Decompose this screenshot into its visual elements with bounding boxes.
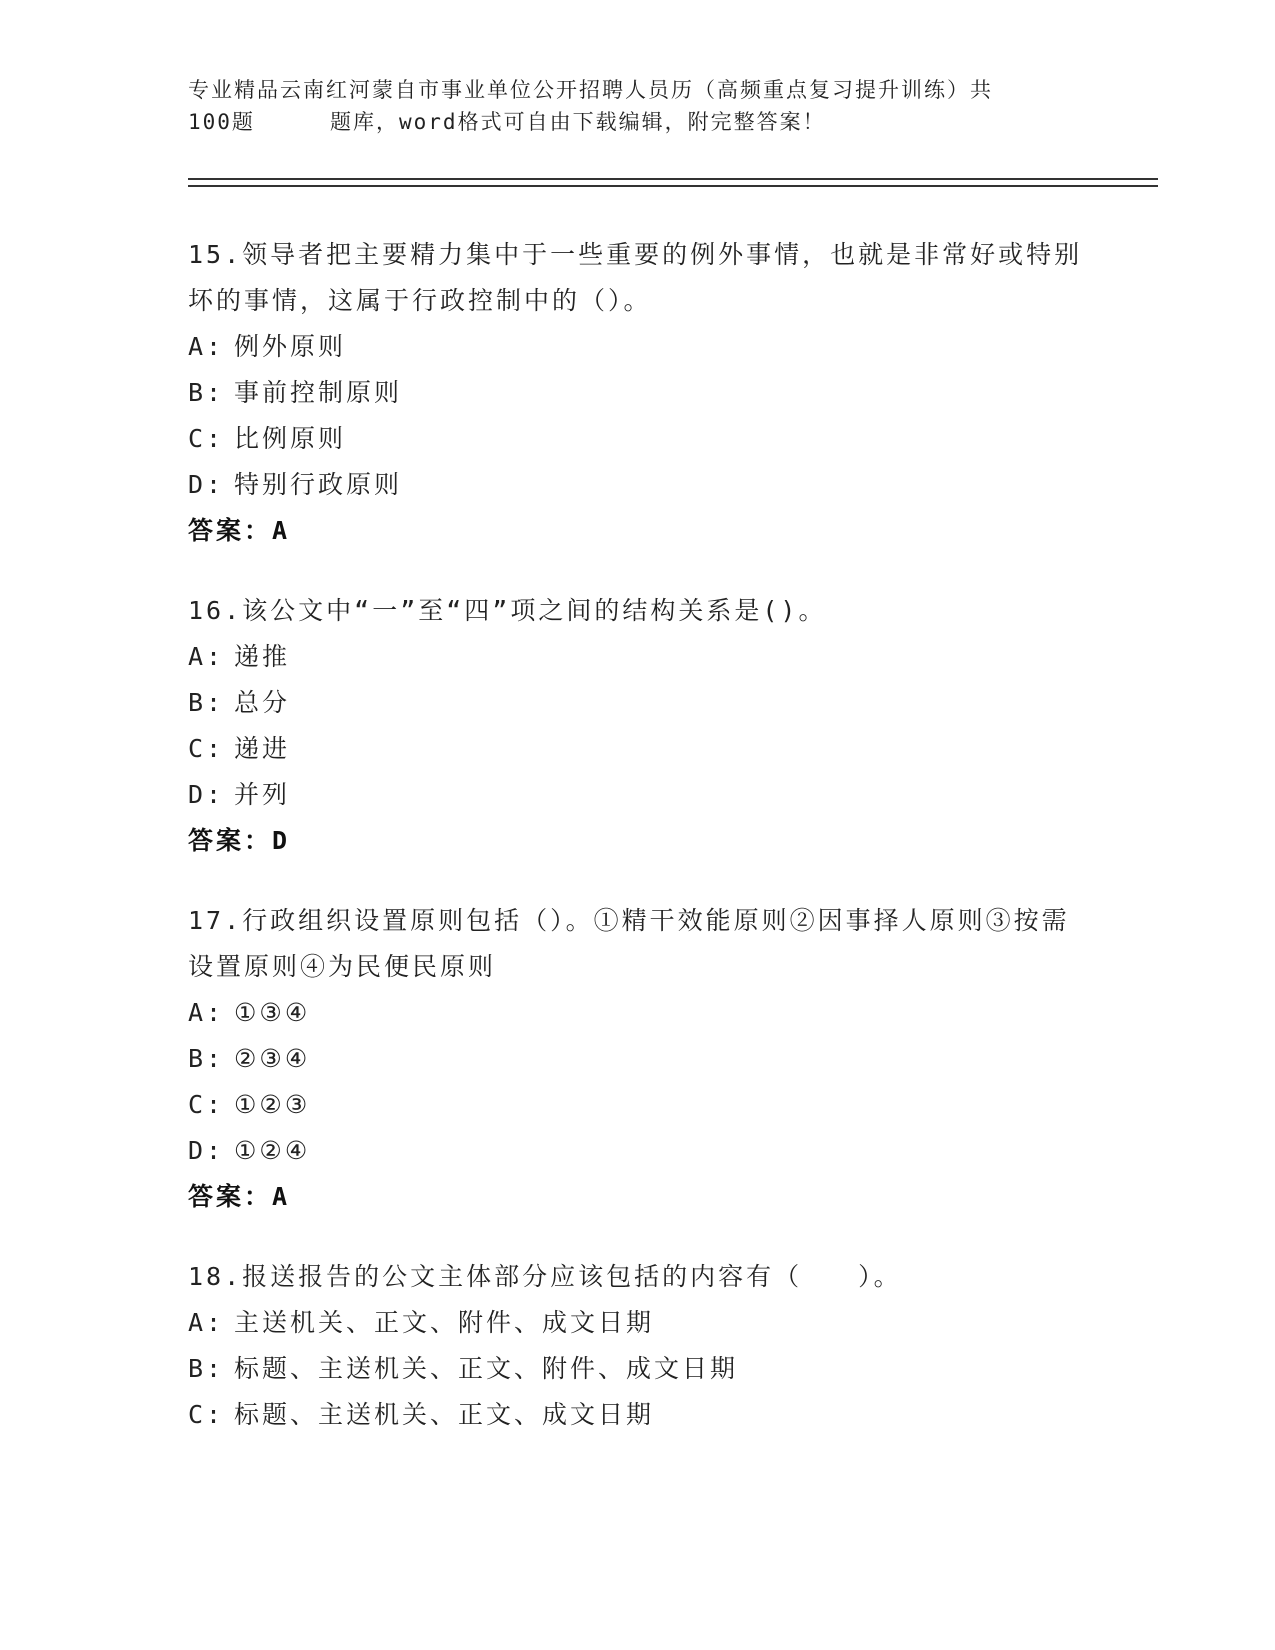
- option-text: 递进: [234, 734, 291, 763]
- document-header: [188, 74, 1068, 138]
- option-text: ①③④: [234, 998, 311, 1027]
- option-letter: D:: [188, 780, 225, 809]
- question-15: [188, 232, 1088, 554]
- option-letter: B:: [188, 378, 225, 407]
- option-letter: A:: [188, 1308, 225, 1337]
- option-text: 并列: [234, 780, 291, 809]
- option-letter: A:: [188, 998, 225, 1027]
- option-letter: C:: [188, 1090, 225, 1119]
- option-text: 比例原则: [234, 424, 347, 453]
- option-b: [188, 680, 1088, 726]
- header-divider-top: [188, 178, 1158, 180]
- option-letter: C:: [188, 734, 225, 763]
- option-text: ①②④: [234, 1136, 311, 1165]
- option-letter: A:: [188, 332, 225, 361]
- option-text: 事前控制原则: [234, 378, 403, 407]
- answer-line: 答案：A: [188, 1182, 291, 1211]
- option-letter: B:: [188, 1354, 225, 1383]
- option-text: 总分: [234, 688, 291, 717]
- question-stem: 17.行政组织设置原则包括（）。①精干效能原则②因事择人原则③按需设置原则④为民便民原则: [188, 906, 1070, 981]
- option-text: ②③④: [234, 1044, 311, 1073]
- question-17: [188, 898, 1088, 1220]
- option-a: [188, 1300, 1088, 1346]
- question-stem: 16.该公文中“一”至“四”项之间的结构关系是()。: [188, 596, 827, 625]
- header-title-line2: 题库，word格式可自由下载编辑，附完整答案！: [330, 110, 826, 134]
- option-text: 例外原则: [234, 332, 347, 361]
- option-letter: D:: [188, 1136, 225, 1165]
- question-16: [188, 588, 1088, 864]
- header-divider-bottom: [188, 185, 1158, 187]
- option-letter: A:: [188, 642, 225, 671]
- question-18: [188, 1254, 1088, 1438]
- option-text: 标题、主送机关、正文、成文日期: [234, 1400, 655, 1429]
- option-a: [188, 324, 1088, 370]
- answer-line: 答案：A: [188, 516, 291, 545]
- option-a: [188, 990, 1088, 1036]
- option-text: 标题、主送机关、正文、附件、成文日期: [234, 1354, 739, 1383]
- option-c: [188, 416, 1088, 462]
- answer-line: 答案：D: [188, 826, 291, 855]
- option-b: [188, 1036, 1088, 1082]
- option-a: [188, 634, 1088, 680]
- header-title-line1: 专业精品云南红河蒙自市事业单位公开招聘人员历（高频重点复习提升训练）共: [188, 78, 993, 102]
- option-b: [188, 1346, 1088, 1392]
- option-d: [188, 462, 1088, 508]
- option-letter: B:: [188, 688, 225, 717]
- option-d: [188, 772, 1088, 818]
- option-text: 递推: [234, 642, 291, 671]
- option-c: [188, 1082, 1088, 1128]
- option-b: [188, 370, 1088, 416]
- option-letter: C:: [188, 1400, 225, 1429]
- header-title-line2-row: [188, 106, 1068, 138]
- header-question-count: 100题: [188, 110, 255, 134]
- question-list: [188, 232, 1088, 1472]
- option-d: [188, 1128, 1088, 1174]
- option-letter: B:: [188, 1044, 225, 1073]
- option-c: [188, 1392, 1088, 1438]
- option-letter: D:: [188, 470, 225, 499]
- option-text: 主送机关、正文、附件、成文日期: [234, 1308, 655, 1337]
- option-letter: C:: [188, 424, 225, 453]
- question-stem: 18.报送报告的公文主体部分应该包括的内容有（ ）。: [188, 1262, 902, 1291]
- option-c: [188, 726, 1088, 772]
- question-stem: 15.领导者把主要精力集中于一些重要的例外事情，也就是非常好或特别坏的事情，这属于行政控制中的（）。: [188, 240, 1083, 315]
- option-text: ①②③: [234, 1090, 311, 1119]
- option-text: 特别行政原则: [234, 470, 403, 499]
